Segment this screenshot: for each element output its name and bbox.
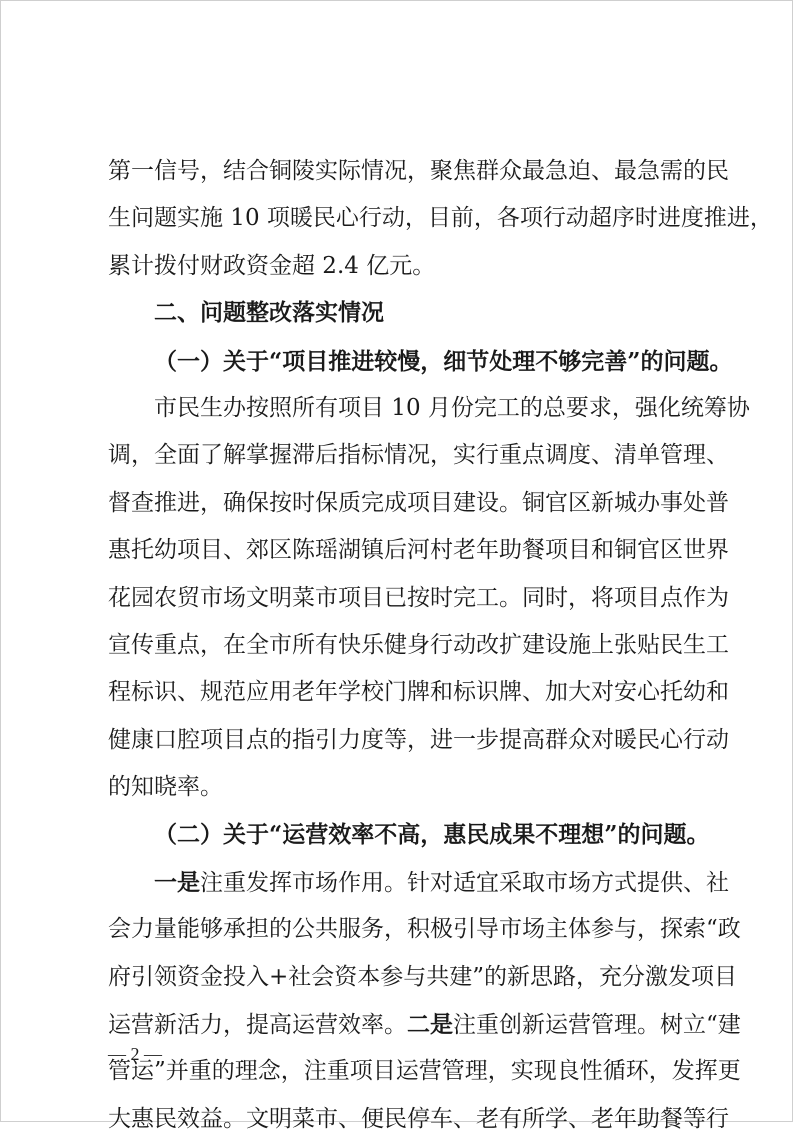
- para1-line-3: 督查推进，确保按时保质完成项目建设。铜官区新城办事处普: [108, 489, 729, 516]
- para2-line-2: 会力量能够承担的公共服务，积极引导市场主体参与，探索“政: [108, 916, 741, 943]
- para1-line-2: 调，全面了解掌握滞后指标情况，实行重点调度、清单管理、: [108, 442, 729, 469]
- subsection-heading-1: （一）关于“项目推进较慢，细节处理不够完善”的问题。: [154, 347, 733, 375]
- para2-line-4-text-a: 运营新活力，提高运营效率。: [108, 1012, 407, 1039]
- para2-line-4-text-b: 注重创新运营管理。树立“建: [453, 1012, 741, 1039]
- para1-line-8: 健康口腔项目点的指引力度等，进一步提高群众对暖民心行动: [108, 726, 729, 753]
- para1-line-7: 程标识、规范应用老年学校门牌和标识牌、加大对安心托幼和: [108, 679, 729, 706]
- intro-line-2: 生问题实施 10 项暖民心行动，目前，各项行动超序时进度推进，: [108, 205, 773, 232]
- para2-line-3: 府引领资金投入+社会资本参与共建”的新思路，充分激发项目: [108, 963, 738, 990]
- para1-line-1: 市民生办按照所有项目 10 月份完工的总要求，强化统筹协: [154, 394, 750, 421]
- para2-line-1-text: 注重发挥市场作用。针对适宜采取市场方式提供、社: [200, 869, 729, 896]
- section-heading: 二、问题整改落实情况: [154, 300, 384, 327]
- para1-line-9: 的知晓率。: [108, 774, 223, 801]
- para2-line-1: [108, 859, 729, 906]
- para2-line-6: 大惠民效益。文明菜市、便民停车、老有所学、老年助餐等行: [108, 1105, 729, 1132]
- para1-line-4: 惠托幼项目、郊区陈瑶湖镇后河村老年助餐项目和铜官区世界: [108, 537, 729, 564]
- para2-emphasis-second: 二是: [407, 1011, 453, 1039]
- subsection-heading-2: （二）关于“运营效率不高，惠民成果不理想”的问题。: [154, 821, 710, 849]
- intro-line-1: 第一信号，结合铜陵实际情况，聚焦群众最急迫、最急需的民: [108, 158, 729, 184]
- page-number: — 2 —: [108, 1044, 162, 1064]
- para2-line-5: 管运”并重的理念，注重项目运营管理，实现良性循环，发挥更: [108, 1058, 741, 1085]
- document-body: [108, 148, 773, 1143]
- para1-line-6: 宣传重点，在全市所有快乐健身行动改扩建设施上张贴民生工: [108, 631, 729, 658]
- para2-line-4: [108, 1001, 741, 1048]
- para2-emphasis-first: 一是: [154, 868, 200, 896]
- para1-line-5: 花园农贸市场文明菜市项目已按时完工。同时，将项目点作为: [108, 584, 729, 611]
- intro-line-3: 累计拨付财政资金超 2.4 亿元。: [108, 252, 436, 279]
